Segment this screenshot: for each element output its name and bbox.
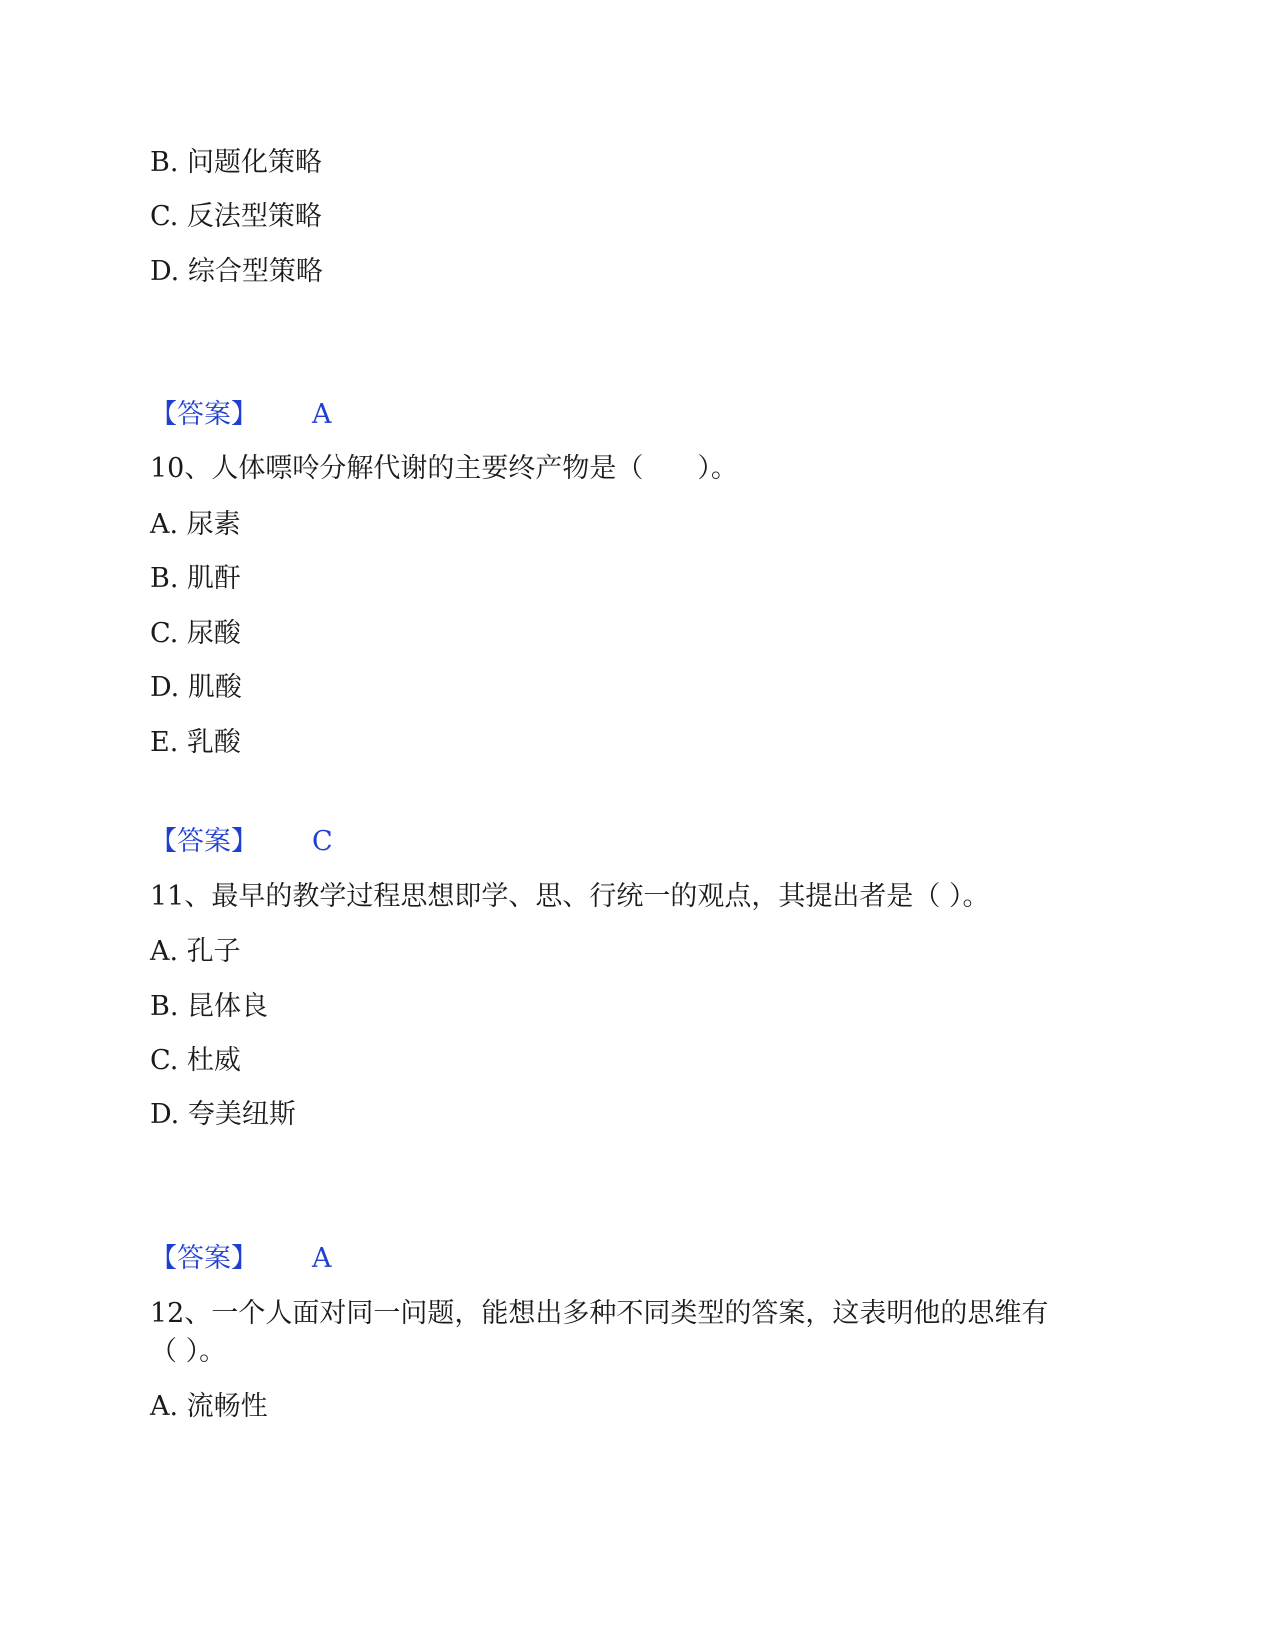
q11-answer xyxy=(150,1242,332,1276)
q10-option-b: B. 肌酐 xyxy=(150,563,242,594)
answer-value: C xyxy=(312,826,333,857)
q10-option-c: C. 尿酸 xyxy=(150,618,241,649)
answer-label: 【答案】 xyxy=(150,826,258,857)
q9-option-c: C. 反法型策略 xyxy=(150,201,322,232)
answer-value: A xyxy=(312,399,332,430)
q9-answer xyxy=(150,398,332,432)
q10-stem: 10、人体嘌呤分解代谢的主要终产物是（ ）。 xyxy=(150,453,738,484)
q11-stem: 11、最早的教学过程思想即学、思、行统一的观点，其提出者是（ ）。 xyxy=(150,881,990,912)
q10-option-d: D. 肌酸 xyxy=(150,672,242,703)
q10-answer xyxy=(150,825,333,859)
answer-value: A xyxy=(312,1243,332,1274)
answer-label: 【答案】 xyxy=(150,1243,258,1274)
q10-option-a: A. 尿素 xyxy=(150,509,241,540)
answer-label: 【答案】 xyxy=(150,399,258,430)
q12-stem-line1: 12、一个人面对同一问题，能想出多种不同类型的答案，这表明他的思维有 xyxy=(150,1298,1049,1329)
q12-option-a: A. 流畅性 xyxy=(150,1391,268,1422)
q10-option-e: E. 乳酸 xyxy=(150,727,241,758)
q11-option-a: A. 孔子 xyxy=(150,936,241,967)
q11-option-c: C. 杜威 xyxy=(150,1045,241,1076)
q11-option-b: B. 昆体良 xyxy=(150,991,269,1022)
q9-option-d: D. 综合型策略 xyxy=(150,256,323,287)
q9-option-b: B. 问题化策略 xyxy=(150,147,323,178)
q12-stem-line2: （ ）。 xyxy=(150,1336,227,1367)
q11-option-d: D. 夸美纽斯 xyxy=(150,1099,296,1130)
